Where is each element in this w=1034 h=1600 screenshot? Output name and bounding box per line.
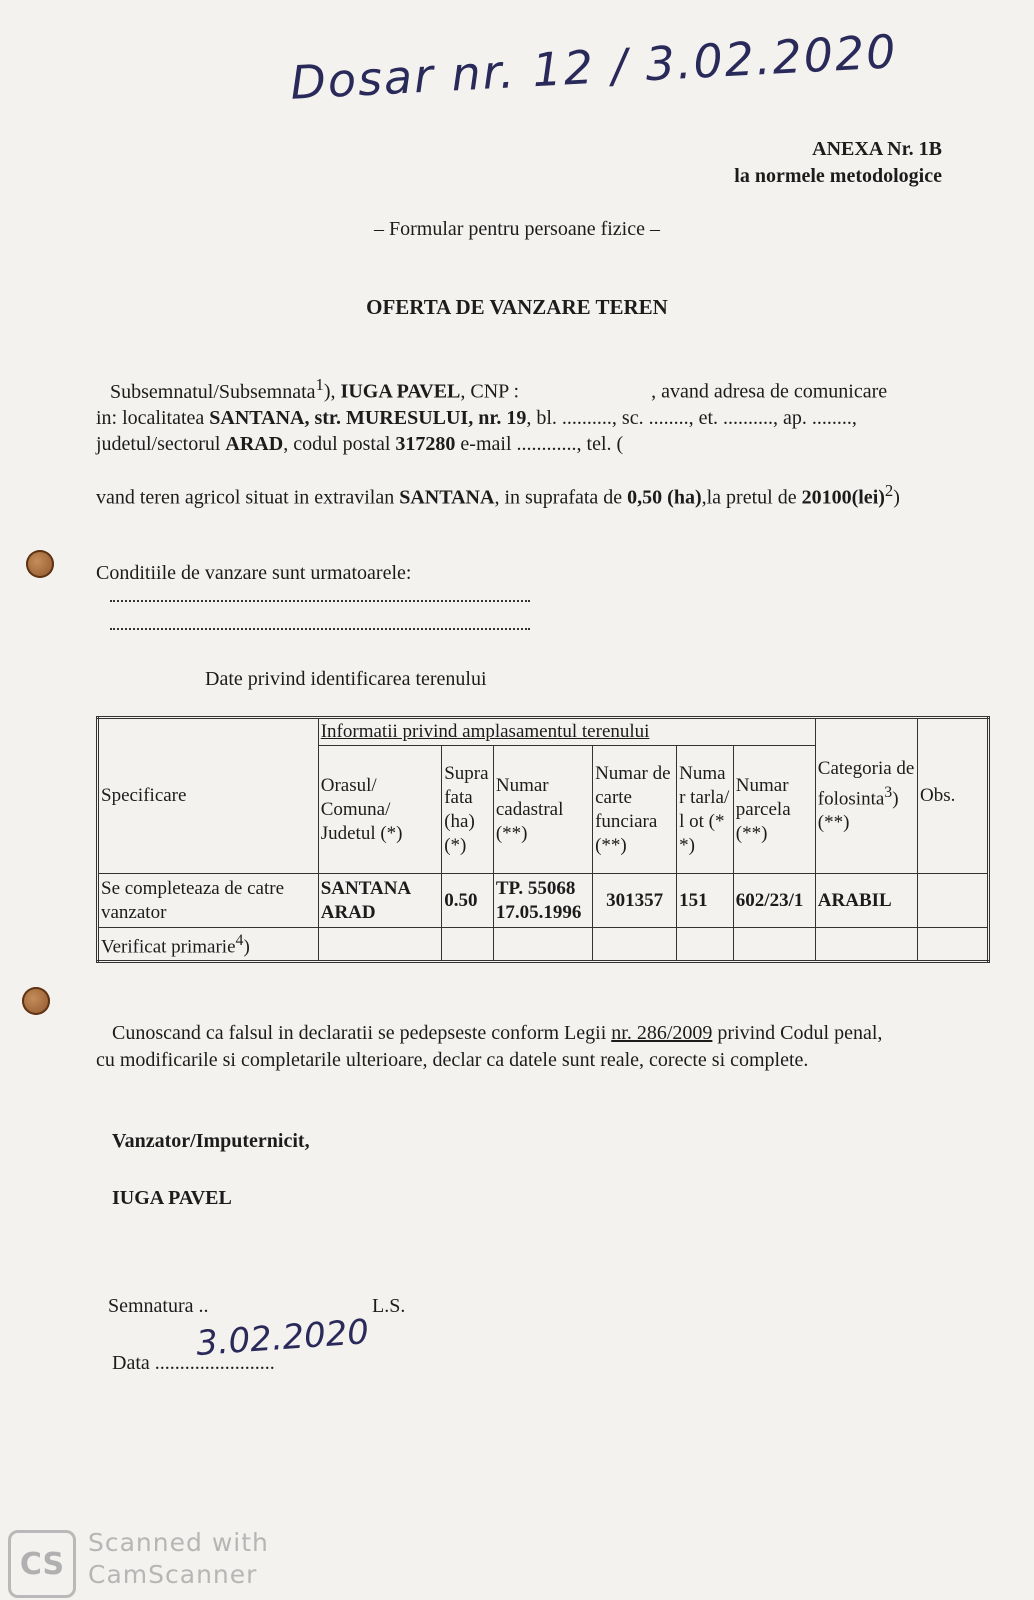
- address-county: ARAD: [225, 432, 284, 455]
- header-specificare: Specificare: [98, 718, 319, 874]
- row1-category: ARABIL: [815, 874, 917, 928]
- header-parcela: Numar parcela (**): [733, 746, 815, 874]
- conditions-line-2: [110, 628, 530, 630]
- signer-name: IUGA PAVEL: [112, 1187, 232, 1209]
- header-suprafata: Supra fata (ha) (*): [442, 746, 494, 874]
- row1-oras: SANTANA ARAD: [318, 874, 442, 928]
- sale-place: SANTANA: [399, 486, 495, 509]
- date-label: Data ........................: [112, 1352, 275, 1374]
- address-locality: SANTANA, str. MURESULUI, nr. 19: [209, 406, 527, 429]
- row1-suprafata: 0.50: [442, 874, 494, 928]
- row1-cadastral: TP. 55068 17.05.1996: [493, 874, 592, 928]
- document-title: OFERTA DE VANZARE TEREN: [366, 295, 668, 319]
- identity-line-1: Subsemnatul/Subsemnata$^1$), IUGA PAVEL, CNP : , avand adresa de comunicare: [110, 375, 888, 403]
- conditions-line-1: [110, 600, 530, 602]
- form-type-subtitle: – Formular pentru persoane fizice –: [373, 218, 660, 240]
- land-identification-title: Date privind identificarea terenului: [205, 668, 487, 690]
- land-identification-table: [96, 716, 990, 963]
- header-category: Categoria de folosinta$^3$) (**): [815, 718, 917, 874]
- handwritten-registration-number: Dosar nr. 12 / 3.02.2020: [289, 24, 899, 110]
- header-oras: Orasul/ Comuna/ Judetul (*): [318, 746, 442, 874]
- sale-statement: vand teren agricol situat in extravilan SANTANA, in suprafata de 0,50 (ha),la pretul de 20100(lei)$^2$): [96, 481, 900, 509]
- law-reference: nr. 286/2009: [611, 1022, 713, 1044]
- annex-subtitle: la normele metodologice: [734, 165, 942, 187]
- header-carte-funciara: Numar de carte funciara (**): [593, 746, 677, 874]
- table-row: [98, 928, 989, 962]
- legal-declaration: Cunoscand ca falsul in declaratii se pedepseste conform Legii nr. 286/2009 privind Codul penal, cu modificarile si completarile ulterioare, declar ca datele sunt reale, corecte si complete.: [96, 1022, 883, 1071]
- identity-line-2: in: localitatea SANTANA, str. MURESULUI, nr. 19, bl. .........., sc. ........, et. .........., ap. ........,: [96, 406, 857, 429]
- camscanner-logo-icon: CS: [8, 1530, 76, 1598]
- punch-hole-top: [26, 550, 54, 578]
- header-obs: Obs.: [918, 718, 989, 874]
- signature-label: Semnatura ..: [108, 1295, 209, 1317]
- row1-spec: Se completeaza de catre vanzator: [98, 874, 319, 928]
- table-row: [98, 874, 989, 928]
- camscanner-watermark: Scanned with CamScanner: [88, 1528, 269, 1589]
- header-tarla: Numa r tarla/l ot (**): [677, 746, 734, 874]
- sale-area: 0,50 (ha): [627, 486, 702, 509]
- punch-hole-bottom: [22, 987, 50, 1015]
- annex-reference: [734, 136, 942, 190]
- row1-obs: [918, 874, 989, 928]
- ls-label: L.S.: [372, 1295, 406, 1317]
- conditions-label: Conditiile de vanzare sunt urmatoarele:: [96, 562, 412, 584]
- row1-carte-funciara: 301357: [593, 874, 677, 928]
- row1-parcela: 602/23/1: [733, 874, 815, 928]
- handwritten-date: 3.02.2020: [194, 1312, 371, 1364]
- annex-number: ANEXA Nr. 1B: [812, 138, 942, 160]
- sale-price: 20100(lei): [801, 486, 885, 509]
- row1-tarla: 151: [677, 874, 734, 928]
- identity-paragraph: [96, 372, 956, 457]
- header-location-group: Informatii privind amplasamentul terenului: [318, 718, 815, 746]
- row2-spec: Verificat primarie$^4$): [98, 928, 319, 962]
- seller-role: Vanzator/Imputernicit,: [112, 1130, 310, 1152]
- header-cadastral: Numar cadastral (**): [493, 746, 592, 874]
- postal-code: 317280: [395, 432, 456, 455]
- identity-line-3: judetul/sectorul ARAD, codul postal 317280 e-mail ............, tel. (: [96, 432, 624, 455]
- seller-name: IUGA PAVEL: [340, 380, 461, 403]
- table-header-row-1: [98, 718, 989, 746]
